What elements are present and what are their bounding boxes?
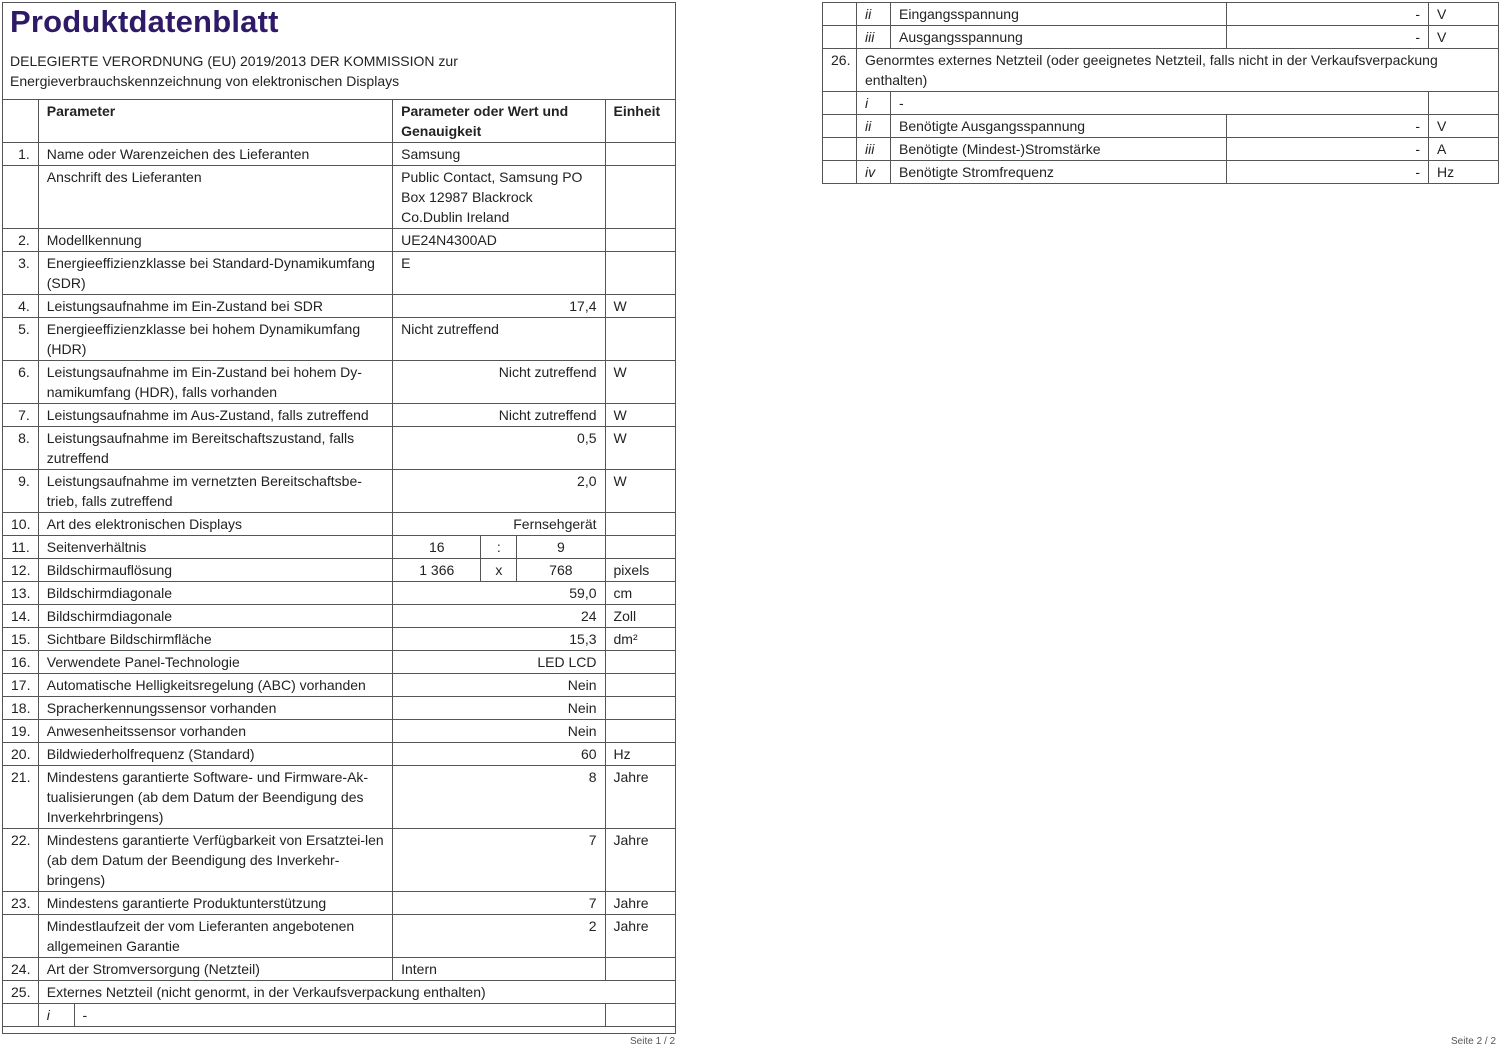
row-unit [605,318,675,361]
row-parameter: Seitenverhältnis [38,536,392,559]
row-value: Public Contact, Samsung PO Box 12987 Blackrock Co.Dublin Ireland [393,166,605,229]
row-parameter: Mindestens garantierte Software- und Firmware-Ak-tualisierungen (ab dem Datum der Beendigung des Inverkehrbringens) [38,766,392,829]
table-row [823,26,1499,49]
row-value: Nicht zutreffend [393,404,605,427]
row-value-second: 9 [517,536,605,559]
row-unit: Zoll [605,605,675,628]
row-unit: W [605,470,675,513]
row-sub-index: iv [857,161,891,184]
table-row [823,92,1499,115]
row-value: 15,3 [393,628,605,651]
row-number: 24. [3,958,39,981]
table-row [823,138,1499,161]
row-unit: dm² [605,628,675,651]
row-number: 25. [3,981,39,1004]
row-spacer [3,1004,39,1027]
row-number: 19. [3,720,39,743]
row-parameter: Art des elektronischen Displays [38,513,392,536]
table-row [3,697,676,720]
table-header-row [3,100,676,143]
row-number [3,915,39,958]
table-row [3,513,676,536]
row-parameter: Externes Netzteil (nicht genormt, in der Verkaufsverpackung enthalten) [38,981,675,1004]
row-parameter: Leistungsaufnahme im Ein-Zustand bei hohem Dy-namikumfang (HDR), falls vorhanden [38,361,392,404]
row-parameter: Mindestlaufzeit der vom Lieferanten angebotenen allgemeinen Garantie [38,915,392,958]
row-number: 3. [3,252,39,295]
row-sub-text: - [74,1004,605,1027]
row-unit [605,513,675,536]
table-row [3,628,676,651]
row-value: - [1227,115,1429,138]
row-unit [605,143,675,166]
row-value-first: 16 [393,536,481,559]
row-parameter: Eingangsspannung [891,3,1227,26]
table-row [3,651,676,674]
header-value: Parameter oder Wert und Genauigkeit [393,100,605,143]
row-value: 24 [393,605,605,628]
row-parameter: Ausgangsspannung [891,26,1227,49]
row-number: 23. [3,892,39,915]
row-unit: Jahre [605,892,675,915]
row-number: 18. [3,697,39,720]
row-value-separator: x [481,559,517,582]
row-parameter: Leistungsaufnahme im vernetzten Bereitschaftsbe-trieb, falls zutreffend [38,470,392,513]
row-parameter: Anwesenheitssensor vorhanden [38,720,392,743]
row-number: 8. [3,427,39,470]
table-row [3,766,676,829]
row-unit: V [1429,3,1499,26]
product-data-table [2,99,676,1027]
row-parameter: Spracherkennungssensor vorhanden [38,697,392,720]
row-number: 6. [3,361,39,404]
row-parameter: Benötigte (Mindest-)Stromstärke [891,138,1227,161]
row-number: 13. [3,582,39,605]
row-unit: Jahre [605,915,675,958]
row-unit [605,229,675,252]
table-row [3,427,676,470]
row-parameter: Modellkennung [38,229,392,252]
row-value: 8 [393,766,605,829]
row-value: 7 [393,892,605,915]
row-parameter: Genormtes externes Netzteil (oder geeignetes Netzteil, falls nicht in der Verkaufsverpackung enthalten) [857,49,1499,92]
row-parameter: Art der Stromversorgung (Netzteil) [38,958,392,981]
row-parameter: Sichtbare Bildschirmfläche [38,628,392,651]
row-number: 15. [3,628,39,651]
row-parameter: Leistungsaufnahme im Bereitschaftszustand, falls zutreffend [38,427,392,470]
row-unit: Hz [1429,161,1499,184]
row-unit [605,536,675,559]
product-data-table-page-2 [822,2,1499,184]
row-value: Intern [393,958,605,981]
table-row [3,318,676,361]
row-number: 17. [3,674,39,697]
header-parameter: Parameter [38,100,392,143]
row-value: - [1227,138,1429,161]
row-number: 20. [3,743,39,766]
row-parameter: Benötigte Stromfrequenz [891,161,1227,184]
row-unit: A [1429,138,1499,161]
row-sub-index: iii [857,26,891,49]
row-value: Nein [393,720,605,743]
row-unit: Jahre [605,766,675,829]
row-spacer [823,92,857,115]
row-value: 2 [393,915,605,958]
page-footer-2: Seite 2 / 2 [1451,1036,1497,1047]
row-parameter: Bildschirmdiagonale [38,605,392,628]
header-no-cell [3,100,39,143]
regulation-subtitle: DELEGIERTE VERORDNUNG (EU) 2019/2013 DER KOMMISSION zur Energieverbrauchskennzeichnung von elektronischen Displays [10,53,458,89]
row-number: 9. [3,470,39,513]
row-parameter: Anschrift des Lieferanten [38,166,392,229]
row-value: - [1227,161,1429,184]
table-row [3,404,676,427]
row-number: 22. [3,829,39,892]
row-sub-index: i [38,1004,74,1027]
table-row [3,1004,676,1027]
table-row [823,115,1499,138]
row-unit: Jahre [605,829,675,892]
row-value: 0,5 [393,427,605,470]
page-footer-1: Seite 1 / 2 [630,1036,676,1047]
row-unit [1429,92,1499,115]
row-number: 12. [3,559,39,582]
row-value: UE24N4300AD [393,229,605,252]
row-value: - [1227,3,1429,26]
row-unit: W [605,295,675,318]
table-row [823,49,1499,92]
row-number: 1. [3,143,39,166]
row-value: 7 [393,829,605,892]
table-row [3,252,676,295]
row-parameter: Leistungsaufnahme im Aus-Zustand, falls zutreffend [38,404,392,427]
table-row [3,892,676,915]
row-unit [605,674,675,697]
row-unit [605,958,675,981]
row-value: Samsung [393,143,605,166]
row-unit: Hz [605,743,675,766]
row-unit: W [605,361,675,404]
row-parameter: Name oder Warenzeichen des Lieferanten [38,143,392,166]
row-value: 2,0 [393,470,605,513]
table-row [3,470,676,513]
page-title: Produktdatenblatt [10,4,279,39]
row-value: Fernsehgerät [393,513,605,536]
table-row [823,161,1499,184]
row-parameter: Automatische Helligkeitsregelung (ABC) vorhanden [38,674,392,697]
table-row [3,720,676,743]
row-value: Nein [393,674,605,697]
row-value-first: 1 366 [393,559,481,582]
table-row [3,958,676,981]
row-number: 4. [3,295,39,318]
row-number: 5. [3,318,39,361]
table-row [3,582,676,605]
row-unit: W [605,427,675,470]
row-number: 26. [823,49,857,92]
row-spacer [823,161,857,184]
row-value: - [1227,26,1429,49]
table-row [3,361,676,404]
row-unit: W [605,404,675,427]
table-row [823,3,1499,26]
table-row [3,829,676,892]
row-spacer [823,26,857,49]
row-value-second: 768 [517,559,605,582]
row-sub-index: iii [857,138,891,161]
row-value: Nein [393,697,605,720]
row-number: 7. [3,404,39,427]
row-value: E [393,252,605,295]
row-unit [605,1004,675,1027]
table-row [3,674,676,697]
row-parameter: Energieeffizienzklasse bei Standard-Dynamikumfang (SDR) [38,252,392,295]
row-parameter: Energieeffizienzklasse bei hohem Dynamikumfang (HDR) [38,318,392,361]
table-row [3,743,676,766]
row-unit [605,720,675,743]
table-row [3,536,676,559]
header-unit: Einheit [605,100,675,143]
table-row [3,981,676,1004]
row-parameter: Bildwiederholfrequenz (Standard) [38,743,392,766]
table-row [3,295,676,318]
row-spacer [823,115,857,138]
row-number: 2. [3,229,39,252]
row-spacer [823,138,857,161]
row-spacer [823,3,857,26]
row-parameter: Benötigte Ausgangsspannung [891,115,1227,138]
row-value-separator: : [481,536,517,559]
row-parameter: Mindestens garantierte Produktunterstützung [38,892,392,915]
table-row [3,143,676,166]
row-value: Nicht zutreffend [393,318,605,361]
row-number: 16. [3,651,39,674]
row-unit [605,166,675,229]
row-parameter: Leistungsaufnahme im Ein-Zustand bei SDR [38,295,392,318]
row-value: 60 [393,743,605,766]
table-row [3,605,676,628]
row-sub-index: ii [857,3,891,26]
table-row [3,559,676,582]
row-parameter: Bildschirmdiagonale [38,582,392,605]
row-unit [605,697,675,720]
row-value: 17,4 [393,295,605,318]
row-value: LED LCD [393,651,605,674]
row-number: 10. [3,513,39,536]
table-row [3,915,676,958]
row-parameter: Bildschirmauflösung [38,559,392,582]
row-unit [605,252,675,295]
row-unit: V [1429,26,1499,49]
row-unit: V [1429,115,1499,138]
row-value: 59,0 [393,582,605,605]
row-parameter: Mindestens garantierte Verfügbarkeit von Ersatztei-len (ab dem Datum der Beendigung des Inverkehr-bringens) [38,829,392,892]
row-unit: cm [605,582,675,605]
row-number [3,166,39,229]
row-sub-index: i [857,92,891,115]
row-sub-index: ii [857,115,891,138]
table-row [3,229,676,252]
row-number: 11. [3,536,39,559]
table-row [3,166,676,229]
row-unit [605,651,675,674]
row-unit: pixels [605,559,675,582]
row-number: 14. [3,605,39,628]
row-value: Nicht zutreffend [393,361,605,404]
row-number: 21. [3,766,39,829]
row-parameter: - [891,92,1429,115]
row-parameter: Verwendete Panel-Technologie [38,651,392,674]
